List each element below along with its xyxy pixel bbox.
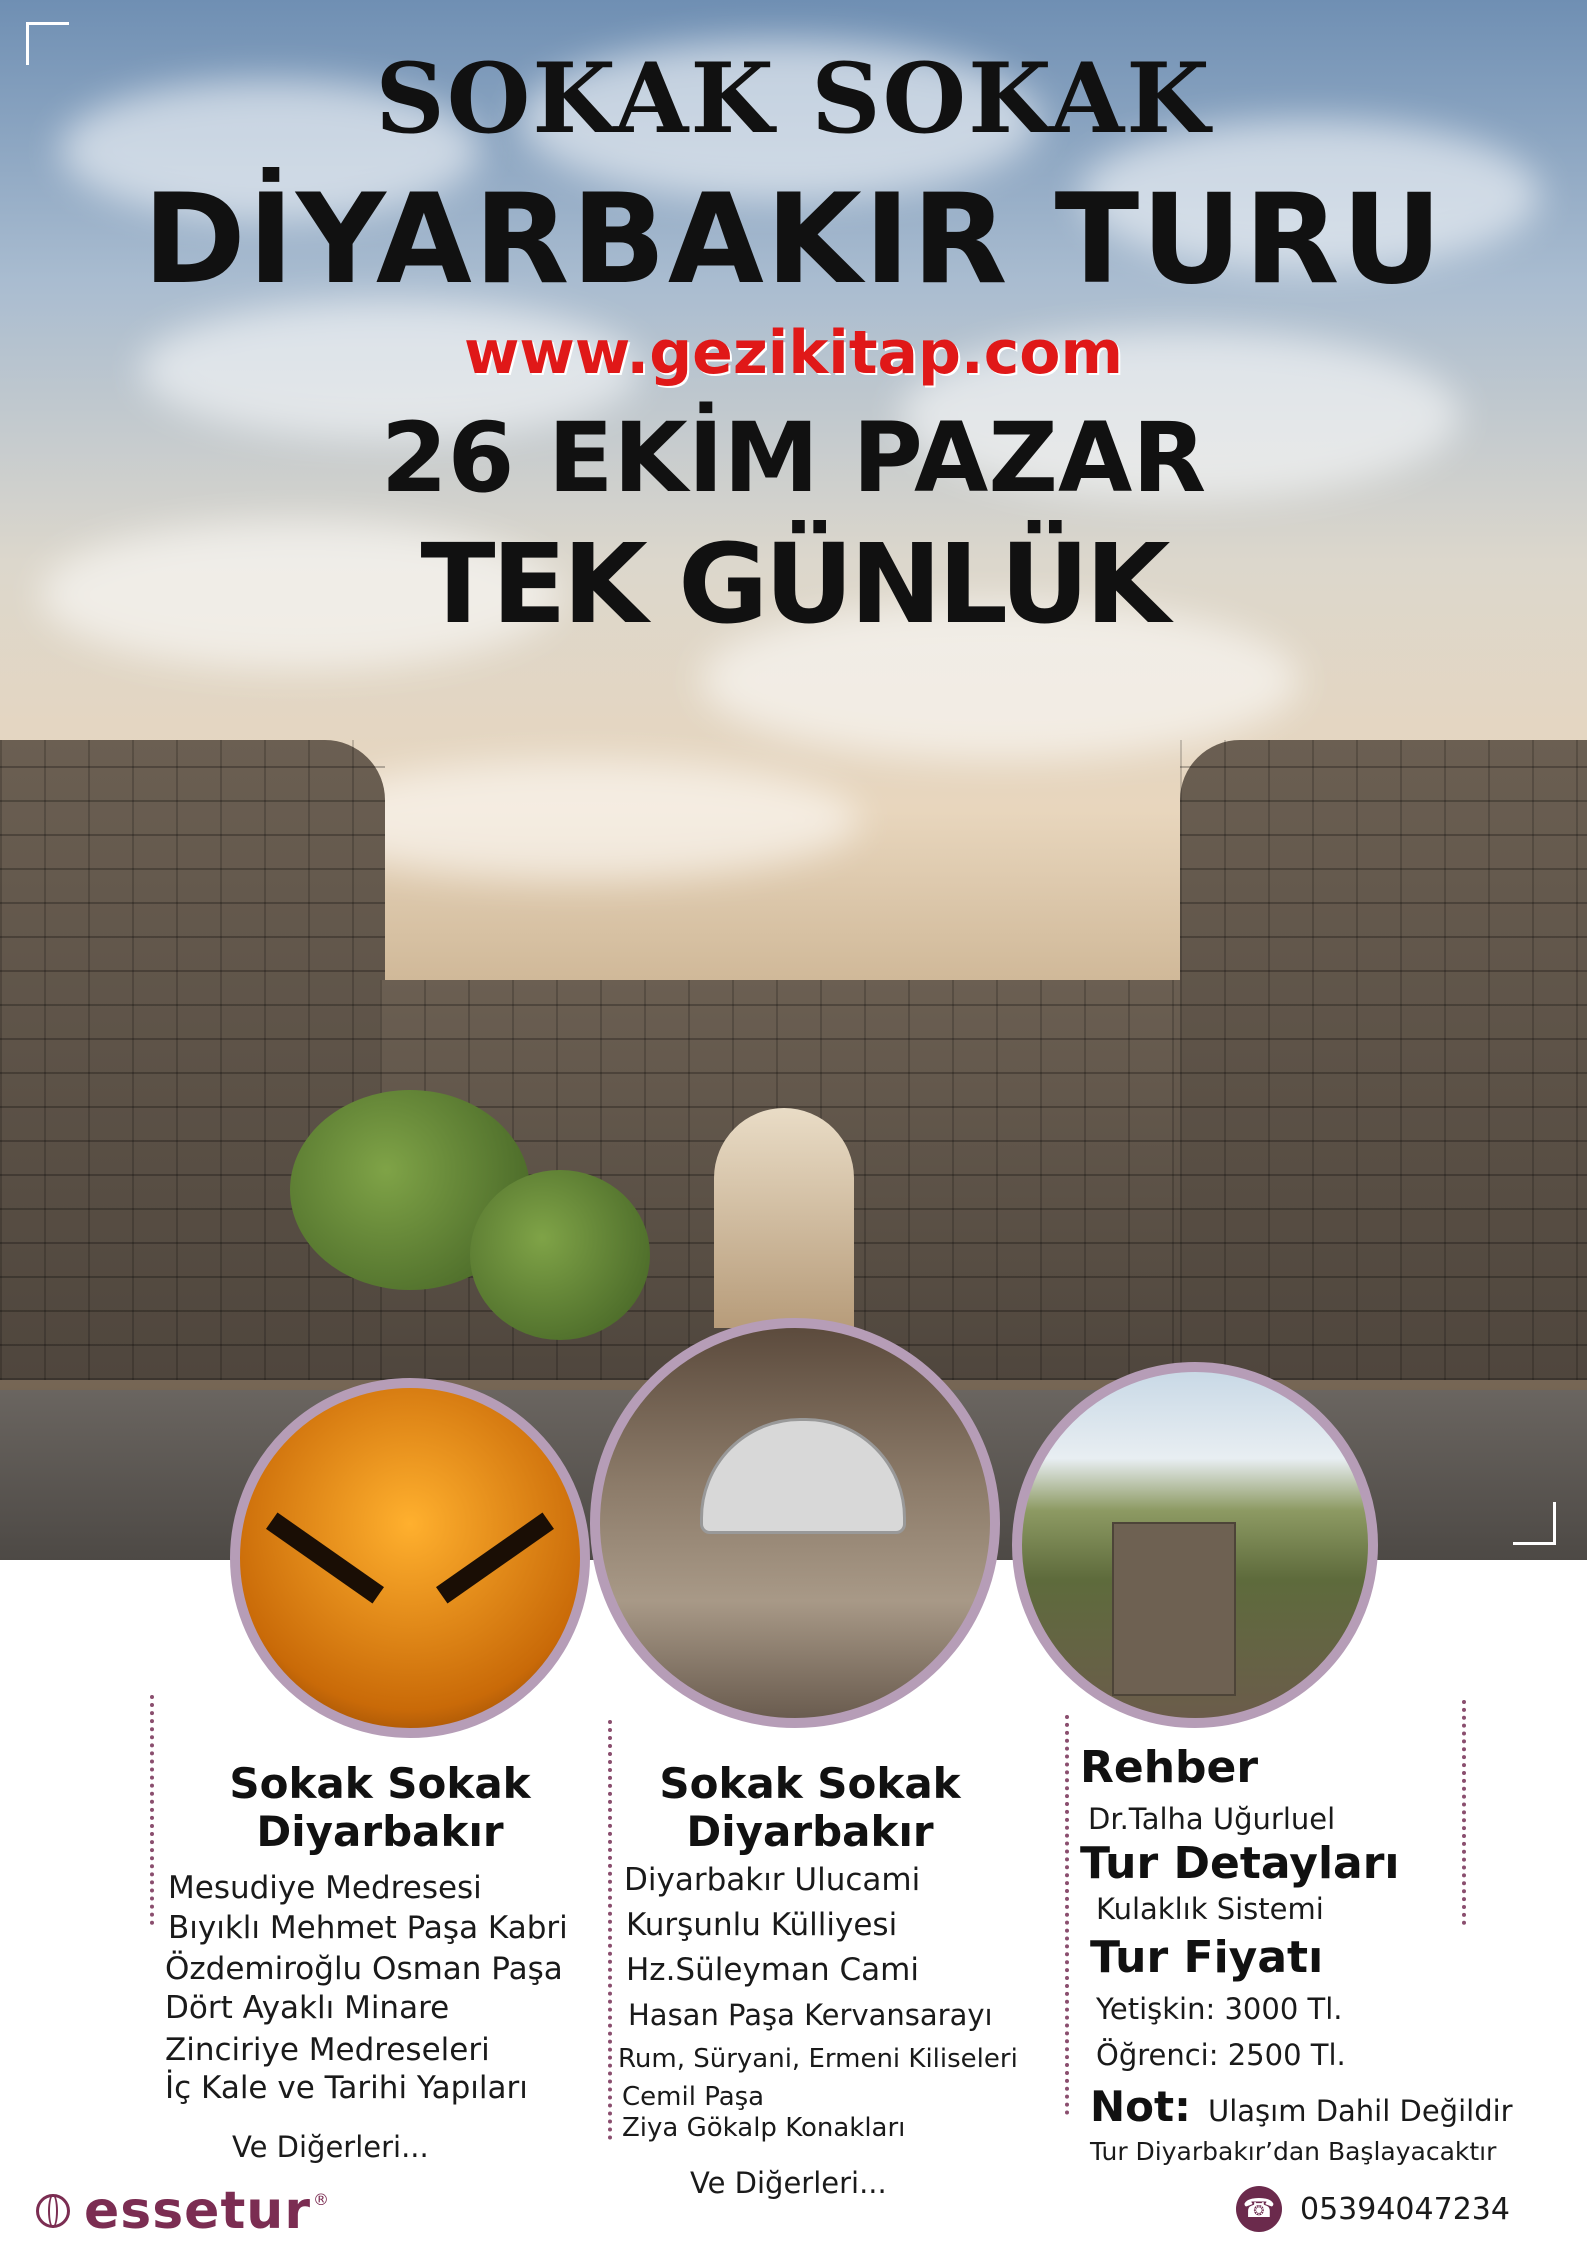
title-line-1: SOKAK SOKAK — [375, 42, 1212, 155]
note-start: Tur Diyarbakır’dan Başlayacaktır — [1090, 2137, 1497, 2166]
phone-number[interactable]: 05394047234 — [1300, 2192, 1510, 2227]
tour-date: 26 EKİM PAZAR — [380, 402, 1207, 514]
divider — [608, 1720, 612, 2140]
list-item: İç Kale ve Tarihi Yapıları — [165, 2070, 528, 2106]
list-item: Rum, Süryani, Ermeni Kiliseleri — [618, 2044, 1018, 2074]
col2-heading: Sokak Sokak Diyarbakır — [659, 1759, 961, 1857]
divider — [150, 1695, 154, 1925]
list-item: Kurşunlu Külliyesi — [626, 1907, 898, 1943]
more-link: Ve Diğerleri... — [690, 2166, 887, 2200]
photo-circle-fortress — [1012, 1362, 1378, 1728]
guide-name: Dr.Talha Uğurluel — [1088, 1802, 1336, 1836]
note-text: Ulaşım Dahil Değildir — [1208, 2094, 1513, 2128]
price-adult: Yetişkin: 3000 Tl. — [1096, 1992, 1343, 2026]
brand-logo — [36, 2181, 329, 2241]
price-student: Öğrenci: 2500 Tl. — [1096, 2038, 1346, 2072]
phone-icon: ☎ — [1236, 2186, 1282, 2232]
dome — [700, 1418, 906, 1534]
corner-mark — [1513, 1502, 1556, 1545]
guide-heading: Rehber — [1080, 1742, 1259, 1793]
divider — [1462, 1700, 1466, 1925]
right-tower — [1180, 740, 1587, 1380]
list-item: Hz.Süleyman Cami — [626, 1952, 919, 1988]
tour-duration: TEK GÜNLÜK — [420, 520, 1167, 648]
list-item: Zinciriye Medreseleri — [165, 2032, 490, 2068]
photo-circle-caravanserai — [590, 1318, 1000, 1728]
list-item: Diyarbakır Ulucami — [624, 1862, 921, 1898]
list-item: Hasan Paşa Kervansarayı — [628, 1998, 993, 2032]
list-item: Ziya Gökalp Konakları — [622, 2113, 906, 2143]
divider — [1065, 1715, 1069, 2115]
gate-arch — [714, 1108, 854, 1328]
registered-mark: ® — [312, 2189, 329, 2209]
col1-heading: Sokak Sokak Diyarbakır — [229, 1759, 531, 1857]
globe-icon — [36, 2194, 70, 2228]
fortress-tower — [1112, 1522, 1236, 1696]
photo-circle-tunnel — [230, 1378, 590, 1738]
list-item: Cemil Paşa — [622, 2082, 765, 2112]
price-heading: Tur Fiyatı — [1090, 1932, 1324, 1983]
list-item: Mesudiye Medresesi — [168, 1870, 482, 1906]
list-item: Özdemiroğlu Osman Paşa — [165, 1951, 563, 1987]
title-line-2: DİYARBAKIR TURU — [142, 168, 1445, 312]
list-item: Dört Ayaklı Minare — [165, 1990, 450, 2026]
note-label: Not: — [1090, 2082, 1191, 2131]
more-link: Ve Diğerleri... — [232, 2130, 429, 2164]
details-heading: Tur Detayları — [1080, 1838, 1400, 1889]
left-tower — [0, 740, 385, 1380]
brand-name: essetur — [84, 2181, 311, 2241]
list-item: Bıyıklı Mehmet Paşa Kabri — [168, 1910, 568, 1946]
website-link[interactable]: www.gezikitap.com — [463, 318, 1124, 388]
details-item: Kulaklık Sistemi — [1096, 1892, 1324, 1926]
